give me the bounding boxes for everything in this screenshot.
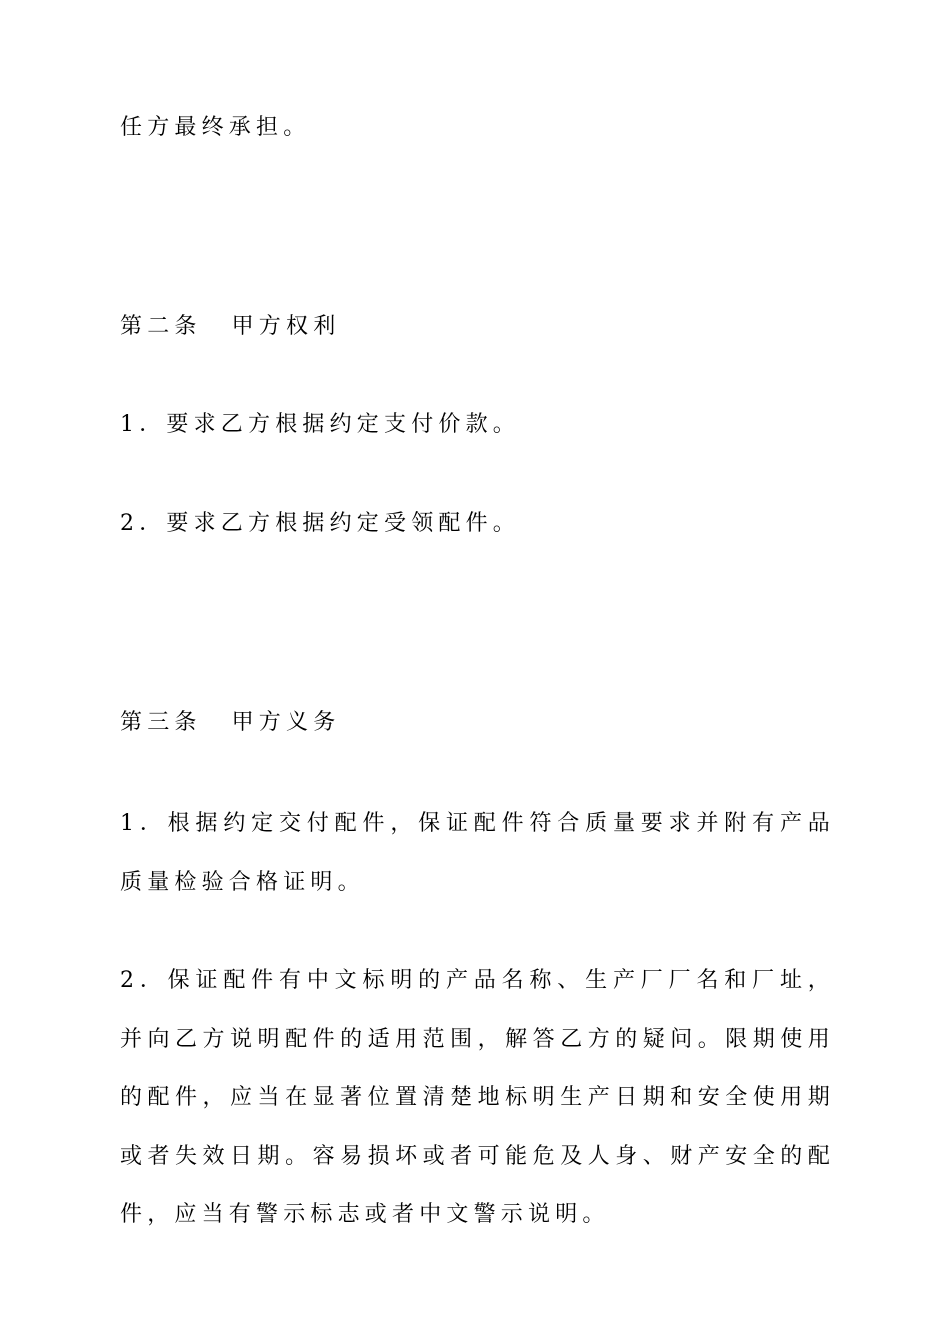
section-heading-3 (120, 708, 340, 738)
carryover-text: 任方最终承担。 (120, 115, 311, 140)
section-title: 甲方义务 (231, 710, 341, 735)
section-number: 第二条 (120, 314, 202, 339)
rights-item-1: 1．要求乙方根据约定支付价款。 (120, 412, 520, 437)
section-heading-2 (120, 312, 340, 342)
section-title: 甲方权利 (231, 314, 341, 339)
section-number: 第三条 (120, 710, 202, 735)
obligations-item-1: 1．根据约定交付配件，保证配件符合质量要求并附有产品质量检验合格证明。 (120, 811, 835, 895)
obligations-item-2: 2．保证配件有中文标明的产品名称、生产厂厂名和厂址，并向乙方说明配件的适用范围，解答乙方的疑问。限期使用的配件，应当在显著位置清楚地标明生产日期和安全使用期或者失效日期。容易损坏或者可能危及人身、财产安全的配件，应当有警示标志或者中文警示说明。 (120, 968, 835, 1227)
rights-item-2: 2．要求乙方根据约定受领配件。 (120, 511, 520, 536)
